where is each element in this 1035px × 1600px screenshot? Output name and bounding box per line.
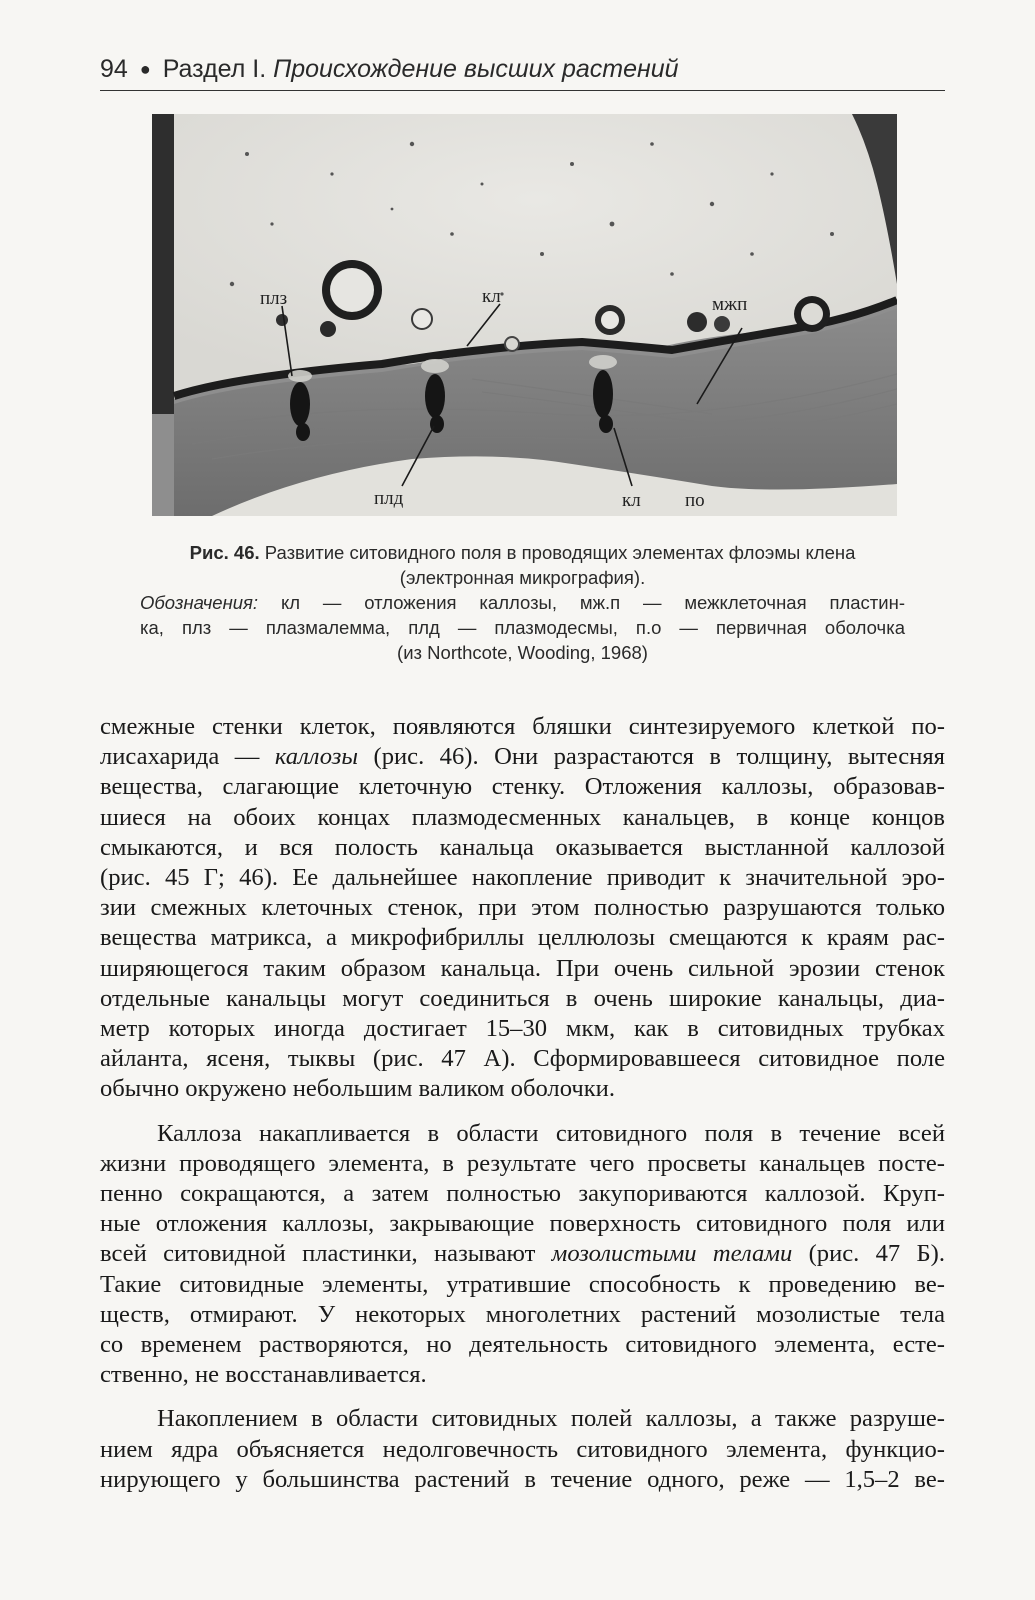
chapter-title: Происхождение высших растений	[273, 55, 679, 83]
text-run: (рис. 46). Они разрастаются в толщину, вытесняя	[358, 743, 945, 771]
figure-number: Рис. 46.	[189, 542, 260, 563]
page-number: 94	[100, 55, 128, 83]
text-line: Накоплением в области ситовидных полей каллозы, а также разруше-	[157, 1405, 945, 1433]
micrograph-image	[152, 114, 897, 516]
running-header	[100, 52, 945, 88]
legend-source: (из Northcote, Wooding, 1968)	[397, 642, 648, 663]
italic-term: каллозы	[274, 743, 359, 771]
header-rule	[100, 90, 945, 91]
text-line: отдельные канальцы могут соединиться в очень широкие канальцы, диа-	[100, 984, 945, 1012]
text-line: обычно окружено небольшим валиком оболочки.	[100, 1075, 615, 1103]
paragraph-1	[100, 712, 945, 1105]
caption-title-line1: Развитие ситовидного поля в проводящих элементах флоэмы клена	[264, 542, 856, 563]
body-text	[100, 712, 945, 1495]
text-line: ственно, не восстанавливается.	[100, 1361, 427, 1389]
text-line	[100, 742, 945, 772]
text-line: вещества, слагающие клеточную стенку. Отложения каллозы, образовав-	[100, 773, 945, 801]
text-run: (рис. 47 Б).	[792, 1240, 945, 1268]
label-po: по	[685, 490, 705, 511]
text-line: вещества матрикса, а микрофибриллы целлюлозы смещаются к краям рас-	[100, 924, 945, 952]
label-mzhp: мжп	[712, 294, 748, 315]
text-line: Такие ситовидные элементы, утратившие способность к проведению ве-	[100, 1270, 945, 1298]
text-run: лисахарида —	[100, 743, 275, 771]
text-line: нирующего у большинства растений в течение одного, реже — 1,5–2 ве-	[100, 1465, 945, 1493]
text-line: ные отложения каллозы, закрывающие поверхность ситовидного поля или	[100, 1210, 945, 1238]
micrograph-figure	[152, 114, 897, 516]
text-line: жизни проводящего элемента, в результате чего просветы канальцев посте-	[100, 1149, 945, 1177]
text-line: Каллоза накапливается в области ситовидного поля в течение всей	[157, 1119, 945, 1147]
legend-line1: кл — отложения каллозы, мж.п — межклеточная пластин-	[280, 592, 905, 613]
text-line: ширяющегося таким образом канальца. При очень сильной эрозии стенок	[100, 954, 945, 982]
text-line	[100, 1239, 945, 1269]
text-run: всей ситовидной пластинки, называют	[100, 1240, 552, 1268]
text-line: метр которых иногда достигает 15–30 мкм, как в ситовидных трубках	[100, 1015, 945, 1043]
caption-title-line2: (электронная микрография).	[399, 567, 646, 588]
figure-caption	[140, 540, 905, 665]
legend-line2: ка, плз — плазмалемма, плд — плазмодесмы, п.о — первичная оболочка	[140, 617, 905, 638]
text-line: смежные стенки клеток, появляются бляшки синтезируемого клеткой по-	[100, 713, 945, 740]
label-pld: плд	[374, 488, 404, 509]
text-line: смыкаются, и вся полость канальца оказывается выстланной каллозой	[100, 833, 945, 861]
bullet-separator: ●	[139, 59, 151, 79]
legend-lead: Обозначения:	[140, 592, 259, 613]
text-line: шиеся на обоих концах плазмодесменных канальцев, в конце концов	[100, 803, 945, 831]
text-line: со временем растворяются, но деятельность ситовидного элемента, есте-	[100, 1331, 945, 1359]
text-line: ществ, отмирают. У некоторых многолетних растений мозолистые тела	[100, 1300, 945, 1328]
paragraph-2	[100, 1119, 945, 1391]
section-label: Раздел I.	[162, 55, 267, 83]
text-line: зии смежных клеточных стенок, при этом полностью разрушаются только	[100, 894, 945, 922]
label-kl-bottom: кл	[622, 490, 641, 511]
text-line: пенно сокращаются, а затем полностью закупориваются каллозой. Круп-	[100, 1180, 945, 1208]
text-line: айланта, ясеня, тыквы (рис. 47 А). Сформировавшееся ситовидное поле	[100, 1045, 945, 1073]
text-line: нием ядра объясняется недолговечность ситовидного элемента, функцио-	[100, 1435, 945, 1463]
paragraph-3	[100, 1404, 945, 1495]
label-plz: плз	[260, 288, 288, 309]
label-kl-top: кл	[482, 286, 501, 307]
italic-term: мозолистыми телами	[551, 1240, 793, 1268]
text-line: (рис. 45 Г; 46). Ее дальнейшее накопление приводит к значительной эро-	[100, 864, 945, 892]
